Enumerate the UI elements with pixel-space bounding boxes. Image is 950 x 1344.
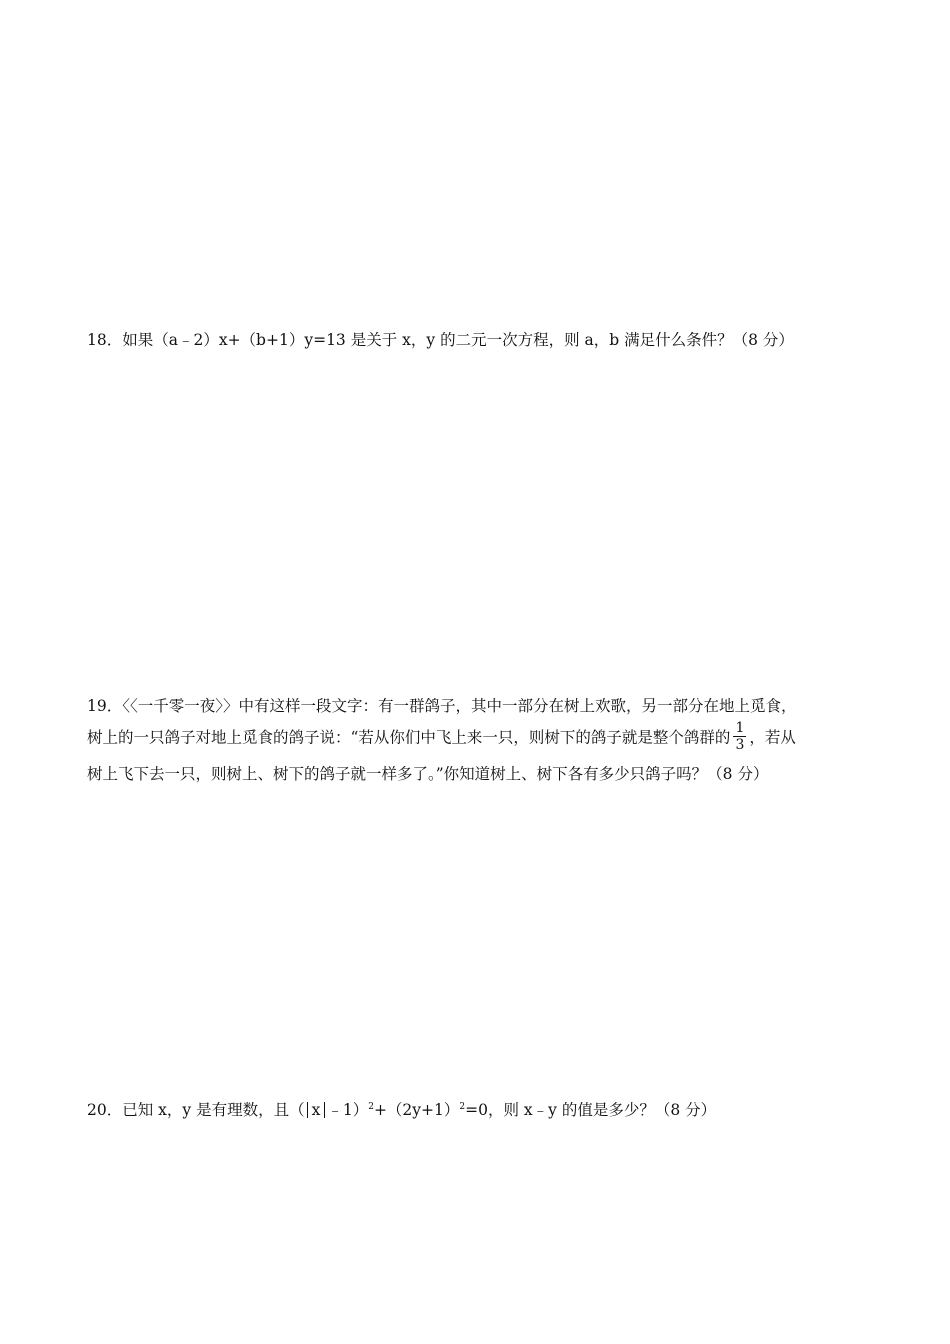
exponent-1: 2 (368, 1102, 374, 1112)
question-19-line-3 (87, 762, 768, 784)
exponent-2: 2 (459, 1102, 466, 1112)
fraction-denominator: 3 (735, 737, 745, 753)
question-20-text-mid2: +（2y+1） (373, 1101, 460, 1119)
question-18-text: 18．如果（a﹣2）x+（b+1）y=13 是关于 x，y 的二元一次方程，则 a，b 满足什么条件？（8 分） (87, 331, 794, 349)
absolute-value-content: x (311, 1101, 321, 1119)
question-19-text-2b: ，若从 (749, 728, 796, 747)
question-19-text-1: 19．〈〈一千零一夜〉〉中有这样一段文字：有一群鸽子，其中一部分在树上欢歌，另一部分在地上觅食， (87, 697, 797, 715)
question-19-text-2a: 树上的一只鸽子对地上觅食的鸽子说：“若从你们中飞上来一只，则树下的鸽子就是整个鸽群的 (87, 728, 731, 747)
question-19-line-2 (87, 722, 796, 755)
question-20-text-pre: 20．已知 x，y 是有理数，且（ (87, 1101, 305, 1119)
question-19-line-1 (87, 694, 796, 716)
question-19-text-3: 树上飞下去一只，则树上、树下的鸽子就一样多了。”你知道树上、树下各有多少只鸽子吗？（8 分） (87, 765, 769, 783)
question-20-text-mid1: ﹣1） (327, 1101, 369, 1119)
fraction-numerator: 1 (735, 720, 745, 736)
question-18 (87, 328, 794, 350)
question-20 (87, 1098, 716, 1120)
question-20-text-post: =0，则 x﹣y 的值是多少？（8 分） (465, 1101, 717, 1119)
absolute-value (307, 1102, 326, 1118)
fraction-one-third (733, 720, 746, 753)
